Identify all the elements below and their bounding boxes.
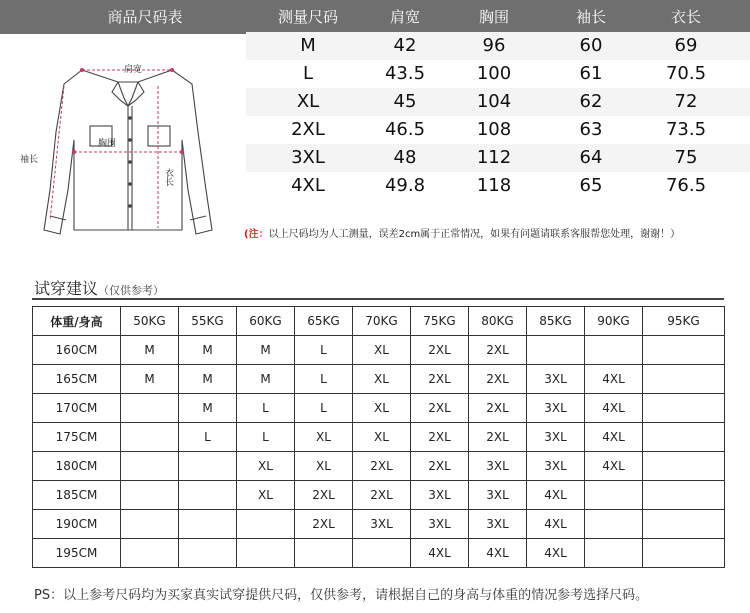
size-suggestion-cell: XL <box>295 423 353 452</box>
size-suggestion-cell <box>643 539 725 568</box>
size-suggestion-cell: L <box>237 423 295 452</box>
diagram-shoulder-label: 肩宽 <box>124 65 143 75</box>
shoulder-cell: 48 <box>393 147 417 168</box>
size-suggestion-cell: 2XL <box>469 423 527 452</box>
size-row <box>246 172 750 200</box>
size-suggestion-cell: 3XL <box>353 510 411 539</box>
size-suggestion-cell <box>585 336 643 365</box>
size-suggestion-cell: 2XL <box>295 510 353 539</box>
size-suggestion-cell: 4XL <box>469 539 527 568</box>
table-row <box>33 481 725 510</box>
size-suggestion-cell: 2XL <box>353 452 411 481</box>
size-suggestion-cell: XL <box>353 365 411 394</box>
size-cell: XL <box>296 91 320 112</box>
size-suggestion-cell: L <box>237 394 295 423</box>
size-suggestion-cell: L <box>179 423 237 452</box>
size-row <box>246 116 750 144</box>
weight-header-cell: 95KG <box>643 307 725 336</box>
size-suggestion-cell <box>179 539 237 568</box>
size-suggestion-cell: 4XL <box>527 539 585 568</box>
table-header-row <box>33 307 725 336</box>
size-suggestion-cell: M <box>121 336 179 365</box>
size-suggestion-cell <box>643 365 725 394</box>
header-shoulder: 肩宽 <box>389 8 420 26</box>
size-suggestion-cell: 4XL <box>585 452 643 481</box>
size-suggestion-cell: XL <box>237 452 295 481</box>
weight-header-cell: 60KG <box>237 307 295 336</box>
height-cell: 190CM <box>33 510 121 539</box>
size-suggestion-cell <box>121 539 179 568</box>
size-suggestion-cell: 3XL <box>527 365 585 394</box>
length-cell: 69 <box>674 35 698 56</box>
length-cell: 72 <box>674 91 698 112</box>
size-row <box>246 88 750 116</box>
sleeve-cell: 63 <box>579 119 603 140</box>
header-chest: 胸围 <box>478 8 509 26</box>
size-cell: L <box>302 63 314 84</box>
sleeve-cell: 60 <box>579 35 603 56</box>
size-suggestion-cell <box>121 423 179 452</box>
size-suggestion-cell: 2XL <box>411 336 469 365</box>
size-suggestion-cell <box>237 510 295 539</box>
size-suggestion-cell <box>643 336 725 365</box>
shoulder-cell: 49.8 <box>384 175 426 196</box>
header-measure: 测量尺码 <box>277 8 338 26</box>
size-suggestion-cell: 3XL <box>469 510 527 539</box>
weight-header-cell: 65KG <box>295 307 353 336</box>
height-cell: 160CM <box>33 336 121 365</box>
table-row <box>33 452 725 481</box>
shirt-diagram <box>20 40 240 260</box>
size-suggestion-cell <box>643 394 725 423</box>
diagram-sleeve-label: 袖长 <box>20 155 39 165</box>
height-cell: 185CM <box>33 481 121 510</box>
size-suggestion-cell <box>585 539 643 568</box>
size-suggestion-cell <box>121 394 179 423</box>
size-suggestion-cell: 3XL <box>411 510 469 539</box>
shoulder-cell: 46.5 <box>384 119 426 140</box>
chest-cell: 112 <box>476 147 512 168</box>
table-row <box>33 365 725 394</box>
size-suggestion-cell: 3XL <box>469 481 527 510</box>
table-row <box>33 423 725 452</box>
section-divider <box>32 298 724 300</box>
size-suggestion-cell <box>121 510 179 539</box>
sleeve-cell: 61 <box>579 63 603 84</box>
size-suggestion-cell: 4XL <box>585 394 643 423</box>
size-suggestion-cell: M <box>121 365 179 394</box>
size-row <box>246 144 750 172</box>
diagram-length-label: 衣长 <box>163 168 173 186</box>
size-suggestion-cell <box>179 510 237 539</box>
height-cell: 165CM <box>33 365 121 394</box>
chest-cell: 96 <box>482 35 506 56</box>
table-row <box>33 510 725 539</box>
size-suggestion-cell: 3XL <box>469 452 527 481</box>
size-suggestion-cell: M <box>237 365 295 394</box>
chest-cell: 118 <box>476 175 512 196</box>
size-suggestion-cell: L <box>295 336 353 365</box>
size-suggestion-cell <box>643 452 725 481</box>
measurement-note <box>244 225 680 240</box>
size-suggestion-cell: XL <box>353 394 411 423</box>
size-suggestion-cell: 4XL <box>585 365 643 394</box>
table-row <box>33 336 725 365</box>
size-suggestion-cell: 2XL <box>295 481 353 510</box>
size-suggestion-cell: 2XL <box>469 394 527 423</box>
size-suggestion-cell: 3XL <box>527 452 585 481</box>
size-suggestion-cell: XL <box>353 423 411 452</box>
section-subtitle: （仅供参考） <box>98 284 165 297</box>
length-cell: 73.5 <box>665 119 707 140</box>
size-suggestion-cell: 2XL <box>411 365 469 394</box>
size-suggestion-cell <box>585 481 643 510</box>
section-title <box>34 276 164 299</box>
size-suggestion-cell: 3XL <box>527 394 585 423</box>
table-row <box>33 539 725 568</box>
size-suggestion-cell: 2XL <box>411 423 469 452</box>
size-suggestion-cell: 4XL <box>585 423 643 452</box>
footer-note: PS：以上参考尺码均为买家真实试穿提供尺码，仅供参考，请根据自己的身高与体重的情况参考选择尺码。 <box>34 588 649 603</box>
weight-header-cell: 85KG <box>527 307 585 336</box>
header-length: 衣长 <box>670 8 701 26</box>
size-suggestion-cell: L <box>295 394 353 423</box>
header-corner-cell: 体重/身高 <box>33 307 121 336</box>
height-cell: 180CM <box>33 452 121 481</box>
size-suggestion-cell: XL <box>295 452 353 481</box>
size-suggestion-cell: 3XL <box>527 423 585 452</box>
size-suggestion-cell: 2XL <box>411 394 469 423</box>
size-suggestion-cell <box>353 539 411 568</box>
length-cell: 70.5 <box>665 63 707 84</box>
height-cell: 170CM <box>33 394 121 423</box>
size-suggestion-cell: M <box>179 365 237 394</box>
length-cell: 75 <box>674 147 698 168</box>
weight-header-cell: 90KG <box>585 307 643 336</box>
chest-cell: 108 <box>476 119 512 140</box>
size-suggestion-cell <box>643 510 725 539</box>
size-suggestion-cell <box>585 510 643 539</box>
sleeve-cell: 65 <box>579 175 603 196</box>
size-chart-header <box>0 0 750 34</box>
table-row <box>33 394 725 423</box>
fit-suggestion-table <box>32 306 725 568</box>
sleeve-cell: 64 <box>579 147 603 168</box>
size-suggestion-cell <box>295 539 353 568</box>
size-suggestion-cell: M <box>179 394 237 423</box>
size-suggestion-cell: XL <box>353 336 411 365</box>
sleeve-cell: 62 <box>579 91 603 112</box>
header-sleeve: 袖长 <box>575 8 606 26</box>
size-suggestion-cell <box>527 336 585 365</box>
shoulder-cell: 43.5 <box>384 63 426 84</box>
size-suggestion-cell: L <box>295 365 353 394</box>
size-suggestion-cell <box>643 481 725 510</box>
size-suggestion-cell <box>237 539 295 568</box>
size-suggestion-cell <box>179 481 237 510</box>
size-cell: 3XL <box>291 147 325 168</box>
size-cell: 2XL <box>291 119 325 140</box>
size-cell: M <box>300 35 316 56</box>
size-suggestion-cell: XL <box>237 481 295 510</box>
size-suggestion-cell: 4XL <box>411 539 469 568</box>
length-cell: 76.5 <box>665 175 707 196</box>
size-suggestion-cell <box>179 452 237 481</box>
size-row <box>246 60 750 88</box>
size-suggestion-cell: 4XL <box>527 510 585 539</box>
size-row <box>246 32 750 60</box>
note-text: 以上尺码均为人工测量，误差2cm属于正常情况，如果有问题请联系客服帮您处理，谢谢！） <box>268 229 681 240</box>
size-suggestion-cell <box>121 452 179 481</box>
chest-cell: 104 <box>476 91 512 112</box>
size-suggestion-cell: 3XL <box>411 481 469 510</box>
weight-header-cell: 75KG <box>411 307 469 336</box>
note-prefix: (注： <box>244 229 269 240</box>
weight-header-cell: 50KG <box>121 307 179 336</box>
size-suggestion-cell: 2XL <box>353 481 411 510</box>
height-cell: 175CM <box>33 423 121 452</box>
size-suggestion-cell: 4XL <box>527 481 585 510</box>
size-suggestion-cell: 2XL <box>469 336 527 365</box>
weight-header-cell: 80KG <box>469 307 527 336</box>
chest-cell: 100 <box>476 63 512 84</box>
shoulder-cell: 42 <box>393 35 417 56</box>
size-suggestion-cell: 2XL <box>469 365 527 394</box>
shoulder-cell: 45 <box>393 91 417 112</box>
size-suggestion-cell <box>121 481 179 510</box>
section-title-text: 试穿建议 <box>34 279 99 298</box>
header-title: 商品尺码表 <box>107 8 183 26</box>
height-cell: 195CM <box>33 539 121 568</box>
size-suggestion-cell: 2XL <box>411 452 469 481</box>
diagram-chest-label: 胸围 <box>98 139 117 149</box>
size-suggestion-cell: M <box>179 336 237 365</box>
weight-header-cell: 55KG <box>179 307 237 336</box>
size-cell: 4XL <box>291 175 325 196</box>
size-suggestion-cell: M <box>237 336 295 365</box>
weight-header-cell: 70KG <box>353 307 411 336</box>
size-suggestion-cell <box>643 423 725 452</box>
